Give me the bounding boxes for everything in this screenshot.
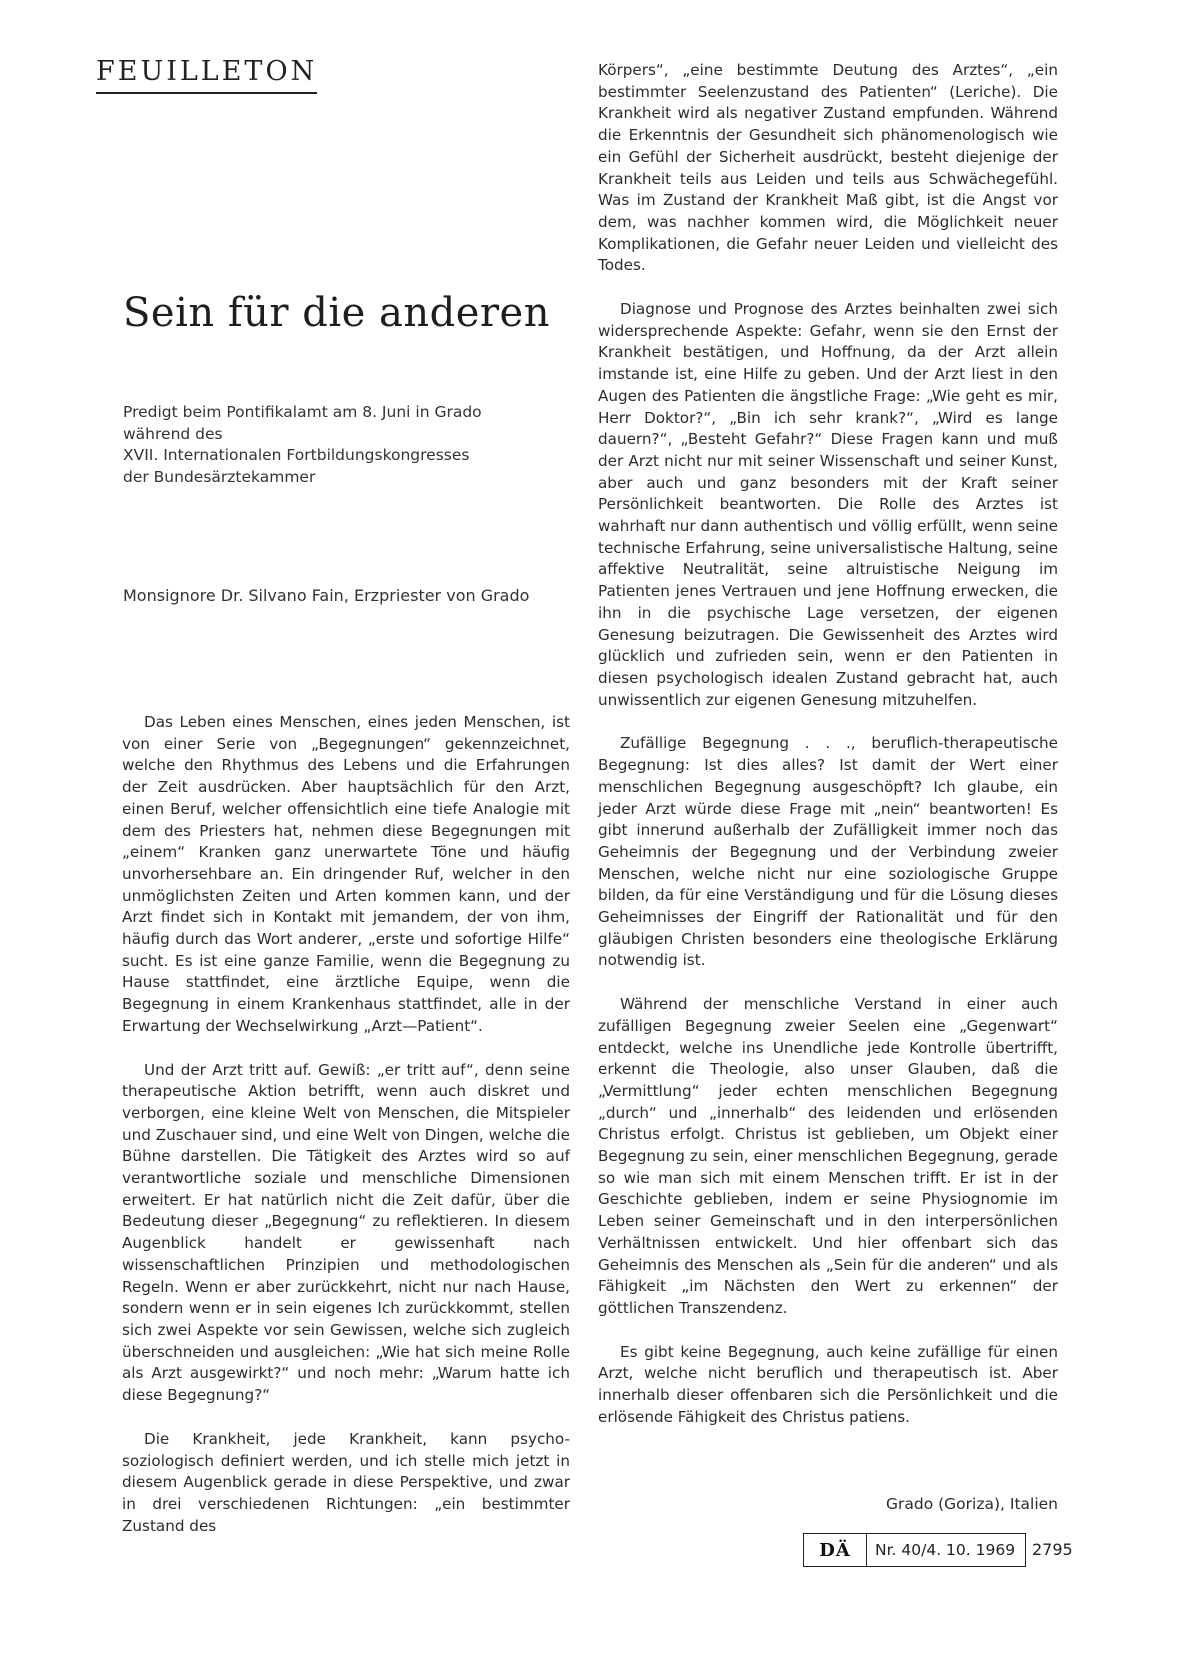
subtitle-line: während des: [123, 424, 223, 443]
article-subtitle: [123, 402, 573, 488]
right-text-column: [598, 60, 1058, 1428]
body-paragraph: Das Leben eines Menschen, eines jeden Menschen, ist von einer Serie von „Begegnungen“ gekennzeichnet, welche den Rhythmus des Lebens und die Erfahrungen der Zeit ausdrücken. Aber hauptsächlich für den Arzt, einen Beruf, welcher offensichtlich eine tiefe Analogie mit dem des Priesters hat, nehmen diese Begegnungen mit „einem“ Kranken ganz unerwartete Töne und häufig unvorhersehbare an. Ein dringender Ruf, welcher in den unmöglichsten Zeiten und Arten kommen kann, und der Arzt findet sich in Kontakt mit jemandem, der von ihm, häufig durch das Wort anderer, „erste und sofortige Hilfe“ sucht. Es ist eine ganze Familie, wenn die Begegnung zu Hause stattfindet, eine ärztliche Equipe, wenn die Begegnung in einem Krankenhaus stattfindet, alle in der Erwartung der Wechselwirkung „Arzt—Patient“.: [122, 713, 570, 1035]
body-paragraph-continued: Körpers“, „eine bestimmte Deutung des Arztes“, „ein bestimmter Seelenzustand des Patienten“ (Leriche). Die Krankheit wird als negativer Zustand empfunden. Während die Erkenntnis der Gesundheit sich phänomenologisch wie ein Gefühl der Sicherheit ausdrückt, besteht diejenige der Krankheit teils aus Leiden und teils aus Schwächegefühl. Was im Zustand der Krankheit Maß gibt, ist die Angst vor dem, was nachher kommen wird, die Möglichkeit neuer Komplikationen, die Gefahr neuer Leiden und vielleicht des Todes.: [598, 61, 1058, 275]
body-paragraph: Es gibt keine Begegnung, auch keine zufällige für einen Arzt, welche nicht beruflich und therapeutisch ist. Aber innerhalb dieser offenbaren sich die Persönlichkeit und die erlösende Fähigkeit des Christus patiens.: [598, 1342, 1058, 1426]
body-paragraph: Während der menschliche Verstand in einer auch zufälligen Begegnung zweier Seelen eine „Gegenwart“ entdeckt, welche ins Unendliche jede Kontrolle übertrifft, erkennt die Theologie, also unser Glauben, daß die „Vermittlung“ jeder echten menschlichen Begegnung „durch“ und „innerhalb“ des leidenden und erlösenden Christus erfolgt. Christus ist geblieben, um Objekt einer Begegnung zu sein, einer menschlichen Begegnung, gerade so wie man sich mit einem Menschen trifft. Er ist in der Geschichte geblieben, indem er seine Physiognomie im Leben seiner Gemeinschaft und in den interpersönlichen Verhältnissen entwickelt. Und hier offenbart sich das Geheimnis des Menschen als „Sein für die anderen“ und als Fähigkeit „im Nächsten den Wert zu erkennen“ der göttlichen Transzendenz.: [598, 995, 1058, 1317]
subtitle-line: der Bundesärztekammer: [123, 467, 316, 486]
article-title: Sein für die anderen: [123, 290, 550, 336]
journal-footer-box: [803, 1533, 1026, 1567]
place-signoff: Grado (Goriza), Italien: [885, 1495, 1058, 1513]
journal-logo: DÄ: [804, 1534, 867, 1566]
body-paragraph: Diagnose und Prognose des Arztes beinhalten zwei sich widersprechende Aspekte: Gefahr, wenn sie den Ernst der Krankheit bestätigen, und Hoffnung, da der Arzt allein imstande ist, eine Hilfe zu geben. Und der Arzt liest in den Augen des Patienten die ängstliche Frage: „Wie geht es mir, Herr Doktor?“, „Bin ich sehr krank?“, „Wird es lange dauern?“, „Besteht Gefahr?“ Diese Fragen kann und muß der Arzt nicht nur mit seiner Wissenschaft und seiner Kunst, aber auch und ganz besonders mit der Kraft seiner Persönlichkeit beantworten. Die Rolle des Arztes ist wahrhaft nur dann authentisch und völlig erfüllt, wenn seine technische Erfahrung, seine universalistische Haltung, seine affektive Neutralität, seine altruistische Neigung im Patienten jenes Vertrauen und jene Hoffnung erwecken, die ihn in die psychische Lage versetzen, der eigenen Genesung beizutragen. Die Gewissenheit des Arztes wird glücklich und zufrieden sein, wenn er den Patienten in diesen psychologisch idealen Zustand gebracht hat, auch unwissentlich zur eigenen Genesung mitzuhelfen.: [598, 300, 1058, 709]
section-heading: FEUILLETON: [96, 56, 317, 94]
author-line: Monsignore Dr. Silvano Fain, Erzpriester von Grado: [123, 586, 530, 605]
body-paragraph: Und der Arzt tritt auf. Gewiß: „er tritt auf“, denn seine therapeutische Aktion betrifft, wenn auch diskret und verborgen, eine kleine Welt von Menschen, die Mitspieler und Zuschauer sind, und eine Welt von Dingen, welche die Bühne darstellen. Die Tätigkeit des Arztes wird so auf verantwortliche soziale und menschliche Dimensionen erweitert. Er hat natürlich nicht die Zeit dafür, über die Bedeutung dieser „Begegnung“ zu reflektieren. In diesem Augenblick handelt er gewissenhaft nach wissenschaftlichen Prinzipien und methodologischen Regeln. Wenn er aber zurückkehrt, nicht nur nach Hause, sondern wenn er in sein eigenes Ich zurückkommt, stellen sich zwei Aspekte vor sein Gewissen, welche sich zugleich überschneiden und ausgleichen: „Wie hat sich meine Rolle als Arzt ausgewirkt?“ und noch mehr: „Warum hatte ich diese Begegnung?“: [122, 1060, 570, 1405]
page-number: 2795: [1032, 1540, 1073, 1559]
body-paragraph: Die Krankheit, jede Krankheit, kann psycho-soziologisch definiert werden, und ich stelle mich jetzt in diesem Augenblick gerade in diese Perspektive, und zwar in drei verschiedenen Richtungen: „ein bestimmter Zustand des: [122, 1429, 570, 1535]
left-text-column: [122, 712, 570, 1537]
subtitle-line: Predigt beim Pontifikalamt am 8. Juni in Grado: [123, 403, 482, 421]
issue-number: Nr. 40/4. 10. 1969: [875, 1541, 1016, 1559]
body-paragraph: Zufällige Begegnung . . ., beruflich-therapeutische Begegnung: Ist dies alles? Ist damit der Wert einer menschlichen Begegnung ausgeschöpft? Ich glaube, ein jeder Arzt würde diese Frage mit „nein“ beantworten! Es gibt innerund außerhalb der Zufälligkeit immer noch das Geheimnis der Begegnung und der Verbindung zweier Menschen, welche nicht nur eine soziologische Gruppe bilden, da für eine Verständigung und für die Lösung dieses Geheimnisses der Eingriff der Rationalität und für den gläubigen Christen besonders eine theologische Erklärung notwendig ist.: [598, 734, 1058, 970]
subtitle-line: XVII. Internationalen Fortbildungskongresses: [123, 446, 470, 464]
